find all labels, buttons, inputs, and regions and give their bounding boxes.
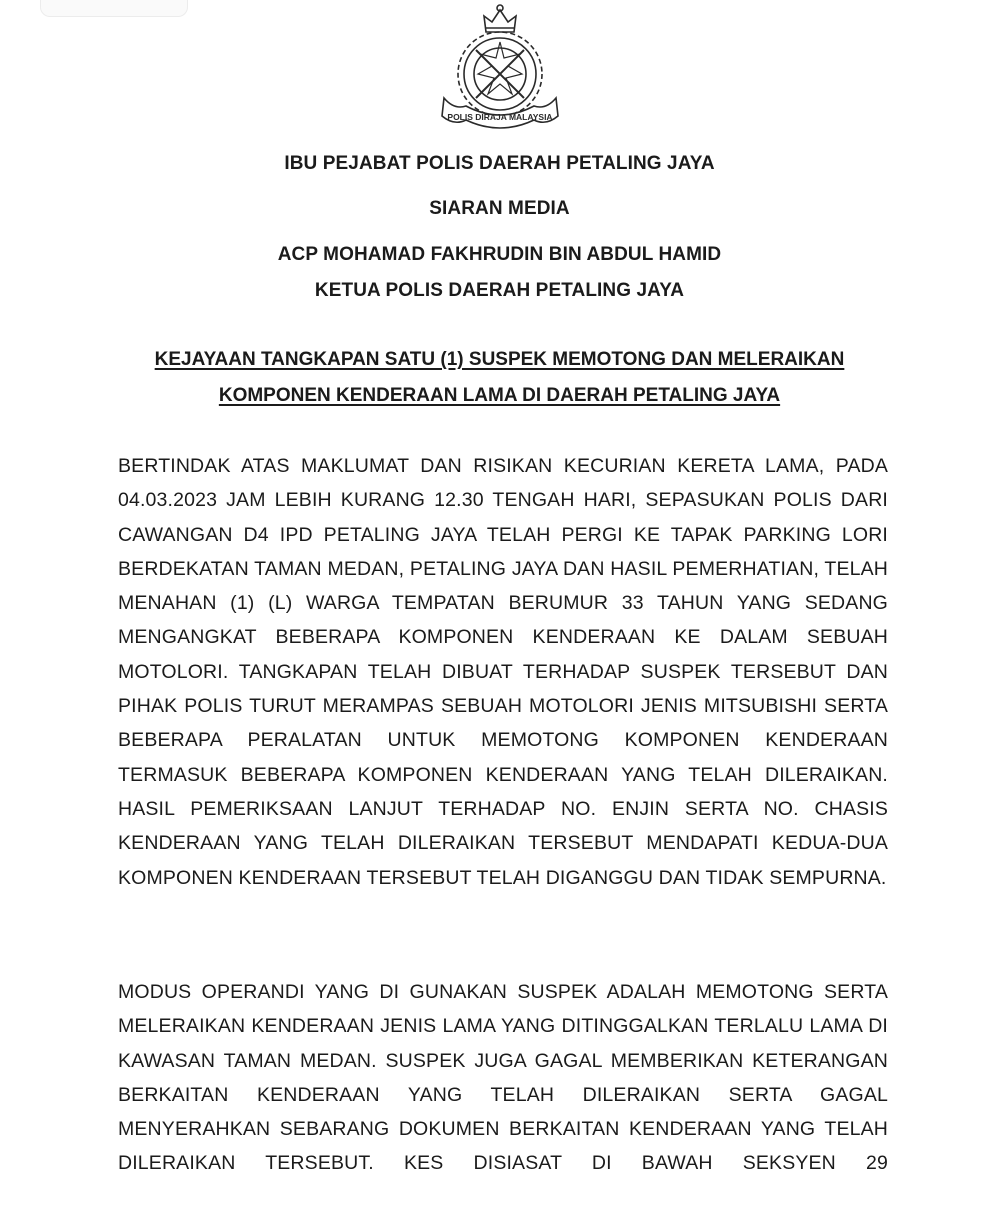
crest-banner-text: POLIS DIRAJA MALAYSIA <box>447 112 553 122</box>
release-title-line-1: KEJAYAAN TANGKAPAN SATU (1) SUSPEK MEMOTONG DAN MELERAIKAN <box>154 349 845 370</box>
officer-title: KETUA POLIS DAERAH PETALING JAYA <box>314 280 685 301</box>
release-title-line-2: KOMPONEN KENDERAAN LAMA DI DAERAH PETALING JAYA <box>218 385 781 406</box>
body-paragraph-1: BERTINDAK ATAS MAKLUMAT DAN RISIKAN KECURIAN KERETA LAMA, PADA 04.03.2023 JAM LEBIH KURANG 12.30 TENGAH HARI, SEPASUKAN POLIS DARI CAWANGAN D4 IPD PETALING JAYA TELAH PERGI KE TAPAK PARKING LORI BERDEKATAN TAMAN MEDAN, PETALING JAYA DAN HASIL PEMERHATIAN, TELAH MENAHAN (1) (L) WARGA TEMPATAN BERUMUR 33 TAHUN YANG SEDANG MENGANGKAT BEBERAPA KOMPONEN KENDERAAN KE DALAM SEBUAH MOTOLORI. TANGKAPAN TELAH DIBUAT TERHADAP SUSPEK TERSEBUT DAN PIHAK POLIS TURUT MERAMPAS SEBUAH MOTOLORI JENIS MITSUBISHI SERTA BEBERAPA PERALATAN UNTUK MEMOTONG KOMPONEN KENDERAAN TERMASUK BEBERAPA KOMPONEN KENDERAAN YANG TELAH DILERAIKAN. HASIL PEMERIKSAAN LANJUT TERHADAP NO. ENJIN SERTA NO. CHASIS KENDERAAN YANG TELAH DILERAIKAN TERSEBUT MENDAPATI KEDUA-DUA KOMPONEN KENDERAAN TERSEBUT TELAH DIGANGGU DAN TIDAK SEMPURNA. <box>118 455 888 889</box>
document-type: SIARAN MEDIA <box>429 198 570 219</box>
police-crest-logo <box>436 2 564 134</box>
body-paragraph-2: MODUS OPERANDI YANG DI GUNAKAN SUSPEK ADALAH MEMOTONG SERTA MELERAIKAN KENDERAAN JENIS LAMA YANG DITINGGALKAN TERLALU LAMA DI KAWASAN TAMAN MEDAN. SUSPEK JUGA GAGAL MEMBERIKAN KETERANGAN BERKAITAN KENDERAAN YANG TELAH DILERAIKAN SERTA GAGAL MENYERAHKAN SEBARANG DOKUMEN BERKAITAN KENDERAAN YANG TELAH DILERAIKAN TERSEBUT. KES DISIASAT DI BAWAH SEKSYEN 29 <box>118 981 888 1175</box>
office-heading: IBU PEJABAT POLIS DAERAH PETALING JAYA <box>284 153 715 174</box>
officer-name: ACP MOHAMAD FAKHRUDIN BIN ABDUL HAMID <box>277 244 722 265</box>
top-corner-tab <box>40 0 188 17</box>
